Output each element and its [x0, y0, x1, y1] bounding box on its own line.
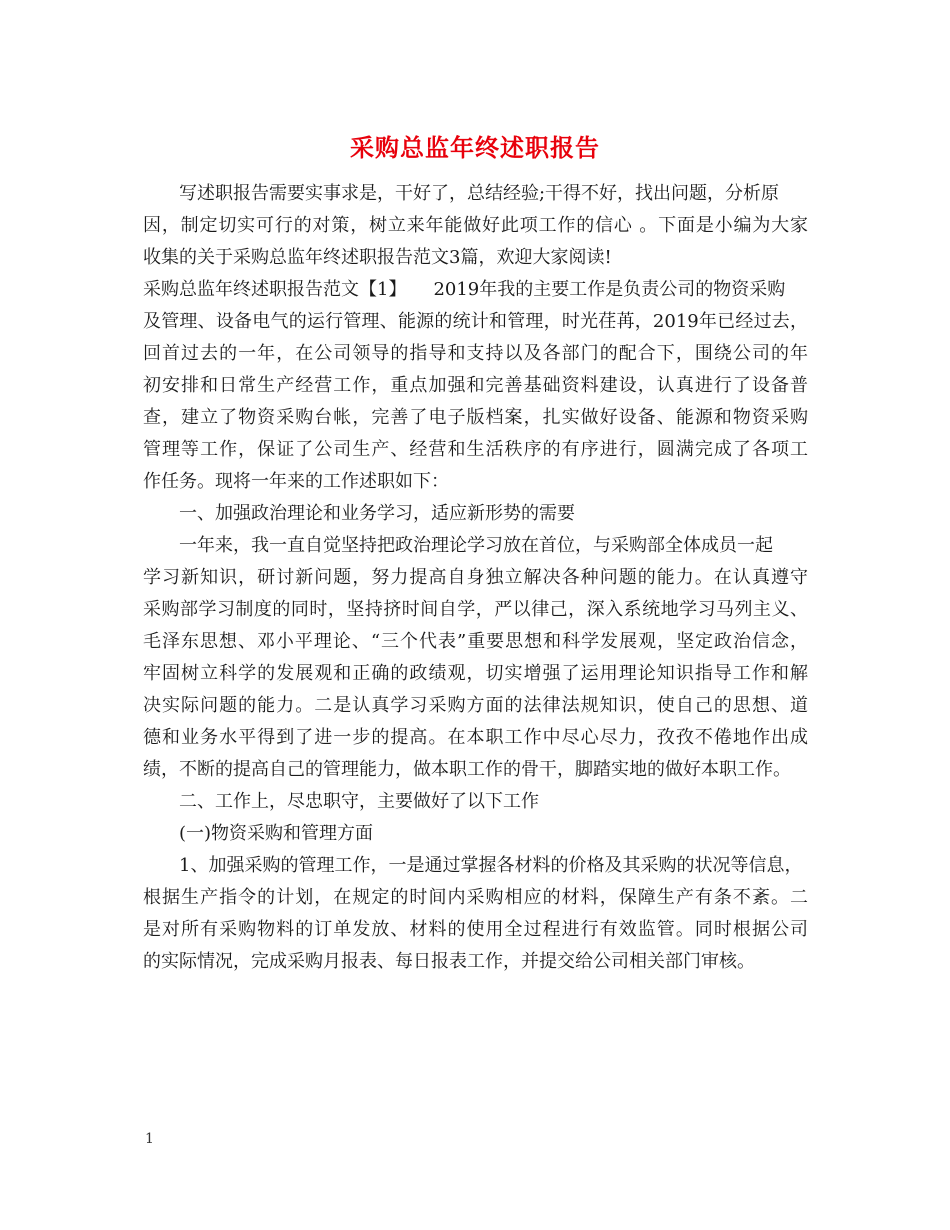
body-line: 写述职报告需要实事求是，干好了，总结经验;干得不好，找出问题，分析原	[179, 183, 780, 204]
body-line: 及管理、设备电气的运行管理、能源的统计和管理，时光荏苒，2019年已经过去，	[143, 311, 808, 332]
body-line: 牢固树立科学的发展观和正确的政绩观，切实增强了运用理论知识指导工作和解	[143, 663, 808, 684]
body-line: 是对所有采购物料的订单发放、材料的使用全过程进行有效监管。同时根据公司	[143, 919, 808, 940]
body-line: 回首过去的一年，在公司领导的指导和支持以及各部门的配合下，围绕公司的年	[143, 343, 808, 364]
body-line: 根据生产指令的计划，在规定的时间内采购相应的材料，保障生产有条不紊。二	[143, 887, 808, 908]
document-body	[143, 178, 808, 978]
section-heading: 一、加强政治理论和业务学习，适应新形势的需要	[179, 503, 575, 524]
body-line: 决实际问题的能力。二是认真学习采购方面的法律法规知识，使自己的思想、道	[143, 695, 808, 716]
body-line: 采购总监年终述职报告范文【1】 2019年我的主要工作是负责公司的物资采购	[143, 279, 786, 300]
body-line: 因，制定切实可行的对策，树立来年能做好此项工作的信心 。下面是小编为大家	[143, 215, 808, 236]
body-line: 管理等工作，保证了公司生产、经营和生活秩序的有序进行，圆满完成了各项工	[143, 439, 808, 460]
page-number: 1	[145, 1131, 154, 1147]
body-line: 的实际情况，完成采购月报表、每日报表工作，并提交给公司相关部门审核。	[143, 951, 755, 972]
page-title: 采购总监年终述职报告	[350, 133, 600, 162]
subsection-heading: (一)物资采购和管理方面	[179, 823, 374, 844]
body-line: 采购部学习制度的同时，坚持挤时间自学，严以律己，深入系统地学习马列主义、	[143, 599, 808, 620]
section-heading: 二、工作上，尽忠职守，主要做好了以下工作	[179, 791, 539, 812]
body-line: 收集的关于采购总监年终述职报告范文3篇，欢迎大家阅读!	[143, 247, 612, 268]
body-line: 绩，不断的提高自己的管理能力，做本职工作的骨干，脚踏实地的做好本职工作。	[143, 759, 791, 780]
body-line: 作任务。现将一年来的工作述职如下：	[143, 471, 449, 492]
body-line: 毛泽东思想、邓小平理论、“三个代表”重要思想和科学发展观，坚定政治信念，	[143, 631, 808, 652]
body-line: 学习新知识，研讨新问题，努力提高自身独立解决各种问题的能力。在认真遵守	[143, 567, 808, 588]
body-line: 查，建立了物资采购台帐，完善了电子版档案，扎实做好设备、能源和物资采购	[143, 407, 808, 428]
body-line: 初安排和日常生产经营工作，重点加强和完善基础资料建设，认真进行了设备普	[143, 375, 808, 396]
body-line: 德和业务水平得到了进一步的提高。在本职工作中尽心尽力，孜孜不倦地作出成	[143, 727, 808, 748]
body-line: 1、加强采购的管理工作，一是通过掌握各材料的价格及其采购的状况等信息，	[179, 855, 803, 876]
body-line: 一年来，我一直自觉坚持把政治理论学习放在首位，与采购部全体成员一起	[179, 535, 773, 556]
